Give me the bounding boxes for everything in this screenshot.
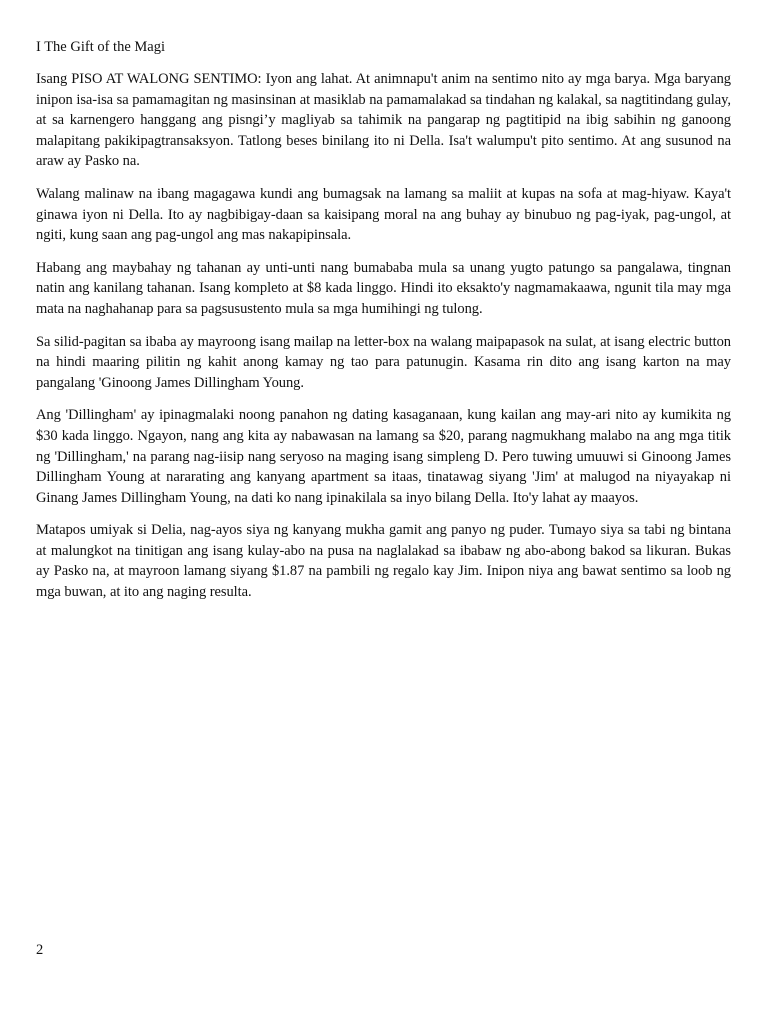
paragraph-3: Habang ang maybahay ng tahanan ay unti-unti nang bumababa mula sa unang yugto patungo sa pangalawa, tingnan natin ang kanilang tahanan. Isang kompleto at $8 kada linggo. Hindi ito eksakto'y nagmamakaawa, ngunit tila may mga mata na naghahanap para sa pagsusustento mula sa mga humihingi ng tulong.	[36, 259, 731, 317]
page-content	[36, 37, 731, 603]
chapter-title: I The Gift of the Magi	[36, 39, 165, 55]
paragraph-5: Ang 'Dillingham' ay ipinagmalaki noong panahon ng dating kasaganaan, kung kailan ang may-ari nito ay kumikita ng $30 kada linggo. Ngayon, nang ang kita ay nabawasan na lamang sa $20, parang nagmukhang malabo na ang mga titik ng 'Dillingham,' na parang nag-iisip nang seryoso na maging isang simpleng D. Pero tuwing umuuwi si Ginoong James Dillingham Young at nararating ang kanyang apartment sa itaas, tinatawag siyang 'Jim' at malugod na niyayakap ni Ginang James Dillingham Young, na dati ko nang ipinakilala sa inyo bilang Della. Ito'y lahat ay maayos.	[36, 407, 731, 506]
paragraph-2: Walang malinaw na ibang magagawa kundi ang bumagsak na lamang sa maliit at kupas na sofa at mag-hiyaw. Kaya't ginawa iyon ni Della. Ito ay nagbibigay-daan sa kaisipang moral na ang buhay ay binubuo ng pag-iyak, pag-ungol, at ngiti, kung saan ang pag-ungol ang mas nakapipinsala.	[36, 185, 731, 244]
page-number: 2	[36, 942, 44, 958]
paragraph-6: Matapos umiyak si Delia, nag-ayos siya ng kanyang mukha gamit ang panyo ng puder. Tumayo siya sa tabi ng bintana at malungkot na tinitigan ang isang kulay-abo na pusa na naglalakad sa ibabaw ng abo-abong bakod sa likuran. Bukas ay Pasko na, at mayroon lamang siyang $1.87 na pambili ng regalo kay Jim. Inipon niya ang bawat sentimo sa loob ng mga buwan, at ito ang naging resulta.	[36, 522, 731, 601]
paragraph-1: Isang PISO AT WALONG SENTIMO: Iyon ang lahat. At animnapu't anim na sentimo nito ay mga barya. Mga baryang inipon isa-isa sa pamamagitan ng masinsinan at masiklab na pamamalakad sa tindahan ng kalakal, sa nagtitindang gulay, at sa karnengero hanggang ang pisngi’y magliyab sa tahimik na pangarap ng pagtitipid na ibig sabihin ng ganoong malapitang pakikipagtransaksyon. Tatlong beses binilang ito ni Della. Isa't walumpu't pito sentimo. At ang susunod na araw ay Pasko na.	[36, 71, 731, 170]
paragraph-4: Sa silid-pagitan sa ibaba ay mayroong isang mailap na letter-box na walang maipapasok na sulat, at isang electric button na hindi maaring pilitin ng kahit anong kamay ng tao para patunugin. Kasama rin dito ang isang karton na may pangalang 'Ginoong James Dillingham Young.	[36, 333, 731, 391]
